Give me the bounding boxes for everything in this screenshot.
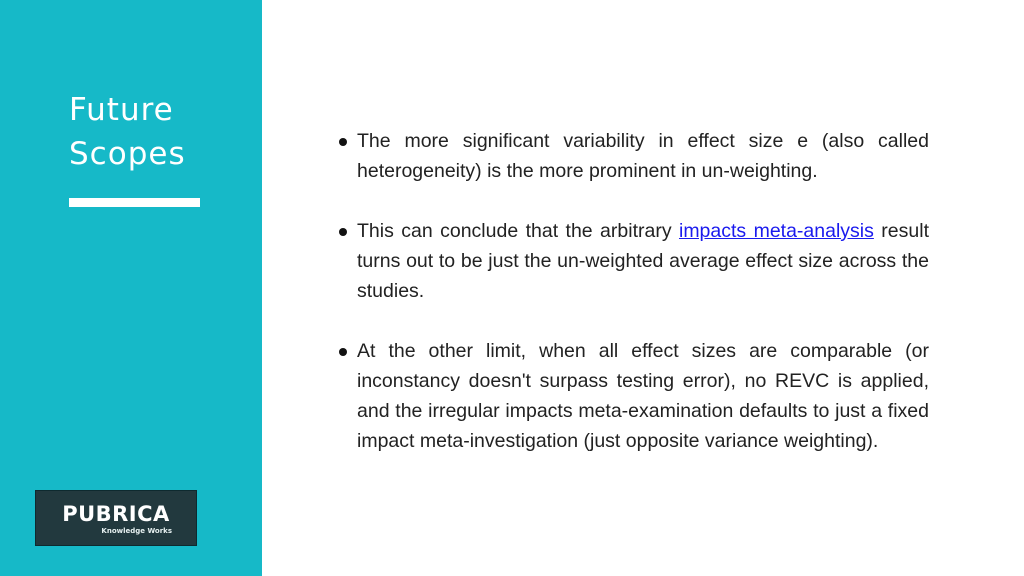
bullet-text: The more significant variability in effect size e (also called heterogeneity) is the more prominent in un-weighting. — [357, 130, 929, 182]
bullet-list — [357, 126, 929, 486]
title-line-1: Future — [69, 92, 174, 128]
bullet-dot-icon — [339, 348, 347, 356]
bullet-item-3 — [357, 336, 929, 456]
slide-title — [69, 88, 186, 176]
title-line-2: Scopes — [69, 136, 186, 172]
bullet-text-after: result turns out to be just the un-weighted average effect size across the studies. — [357, 220, 929, 302]
bullet-dot-icon — [339, 138, 347, 146]
bullet-item-2 — [357, 216, 929, 306]
sidebar-panel — [0, 0, 262, 576]
logo-tagline: Knowledge Works — [101, 527, 172, 535]
bullet-item-1 — [357, 126, 929, 186]
title-underline — [69, 198, 200, 207]
logo-name: PUBRICA — [62, 502, 170, 526]
bullet-text: At the other limit, when all effect sizes are comparable (or inconstancy doesn't surpass testing error), no REVC is applied, and the irregular impacts meta-examination defaults to just a fixed impact meta-investigation (just opposite variance weighting). — [357, 340, 929, 452]
bullet-text-before: This can conclude that the arbitrary — [357, 220, 679, 242]
impacts-meta-analysis-link[interactable]: impacts meta-analysis — [678, 220, 874, 242]
bullet-dot-icon — [339, 228, 347, 236]
pubrica-logo — [35, 490, 197, 546]
